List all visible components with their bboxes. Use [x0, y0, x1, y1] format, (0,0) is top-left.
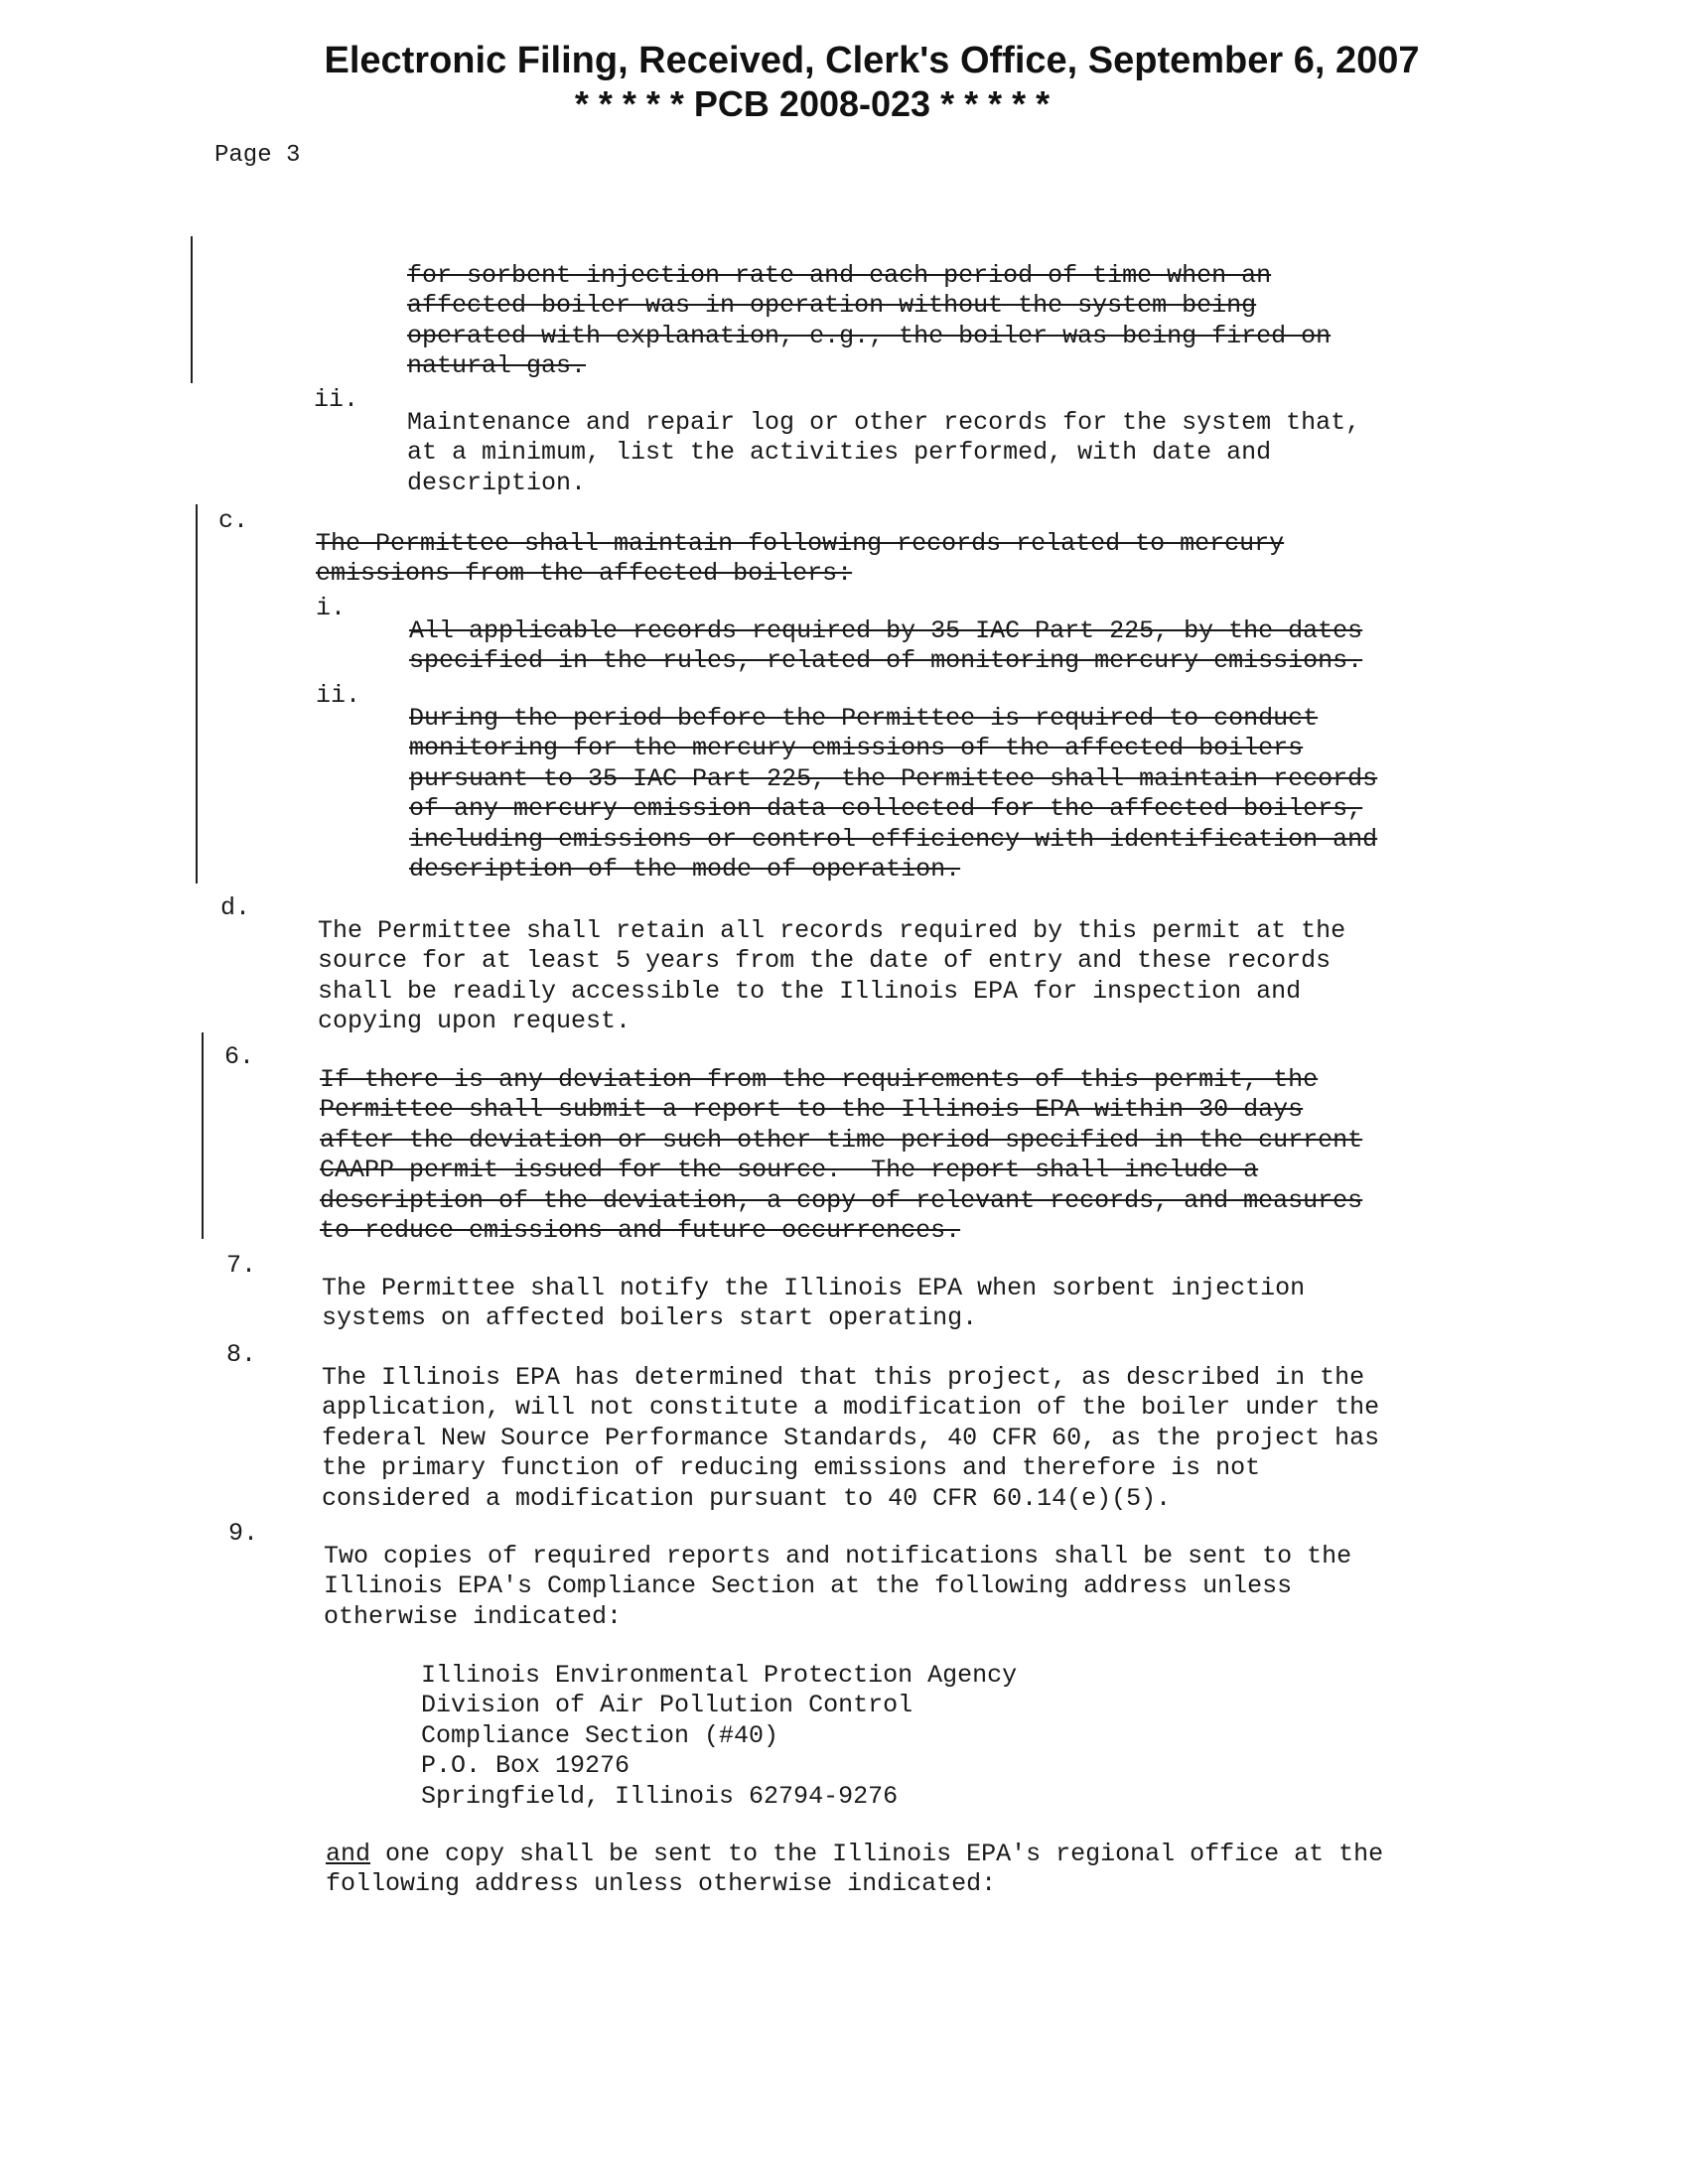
item-label: 9.: [228, 1519, 259, 1548]
item-label: ii.: [316, 681, 361, 710]
continuation-text: for sorbent injection rate and each period of time when an affected boiler was in operation without the system being operated with explanation, e.g., the boiler was being fired on natural gas.: [407, 260, 1332, 380]
item-6-text: If there is any deviation from the requirements of this permit, the Permittee shall submit a report to the Illinois EPA within 30 days after the deviation or such other time period specified in the current CAAPP permit issued for the source. The report shall include a description of the deviation, a copy of relevant records, and measures to reduce emissions and future occurrences.: [320, 1064, 1363, 1245]
item-9-text: Two copies of required reports and notifications shall be sent to the Illinois EPA's Compliance Section at the following address unless otherwise indicated:: [324, 1541, 1352, 1631]
item-label: 8.: [226, 1340, 257, 1369]
item-label: c.: [218, 506, 249, 535]
closing-text: and one copy shall be sent to the Illinois EPA's regional office at the following address unless otherwise indicated:: [326, 1839, 1384, 1898]
item-c-ii-text: During the period before the Permittee is required to conduct monitoring for the mercury emissions of the affected boilers pursuant to 35 IAC Part 225, the Permittee shall maintain records of any mercury emission data collected for the affected boilers, including emissions or control efficiency with identification and description of the mode of operation.: [409, 703, 1378, 884]
item-label: 7.: [226, 1251, 257, 1280]
item-c-text: The Permittee shall maintain following records related to mercury emissions from the affected boilers:: [316, 528, 1285, 588]
item-label: 6.: [224, 1042, 255, 1071]
item-7-text: The Permittee shall notify the Illinois EPA when sorbent injection systems on affected boilers start operating.: [322, 1273, 1306, 1332]
revision-bar: [202, 1032, 204, 1239]
item-d-text: The Permittee shall retain all records required by this permit at the source for at least 5 years from the date of entry and these records shall be readily accessible to the Illinois EPA for inspection and copying upon request.: [318, 915, 1346, 1035]
mailing-address: Illinois Environmental Protection Agency Division of Air Pollution Control Compliance Section (#40) P.O. Box 19276 Springfield, Illinois 62794-9276: [421, 1660, 1018, 1811]
revision-bar: [196, 504, 198, 884]
item-8-text: The Illinois EPA has determined that this project, as described in the application, will not constitute a modification of the boiler under the federal New Source Performance Standards, 40 CFR 60, as the project has the primary function of reducing emissions and therefore is not considered a modification pursuant to 40 CFR 60.14(e)(5).: [322, 1362, 1380, 1513]
item-label: d.: [220, 893, 251, 922]
item-b-ii-text: Maintenance and repair log or other records for the system that, at a minimum, list the activities performed, with date and description.: [407, 407, 1361, 497]
page-number: Page 3: [214, 142, 301, 169]
revision-bar: [191, 236, 193, 383]
item-label: i.: [316, 594, 347, 622]
item-label: ii.: [314, 385, 359, 414]
item-c-i-text: All applicable records required by 35 IAC Part 225, by the dates specified in the rules, related of monitoring mercury emissions.: [409, 615, 1363, 675]
case-number-header: * * * * * PCB 2008-023 * * * * *: [574, 83, 1051, 124]
filing-header: Electronic Filing, Received, Clerk's Office, September 6, 2007: [324, 40, 1420, 81]
and-underlined: and: [326, 1839, 371, 1868]
